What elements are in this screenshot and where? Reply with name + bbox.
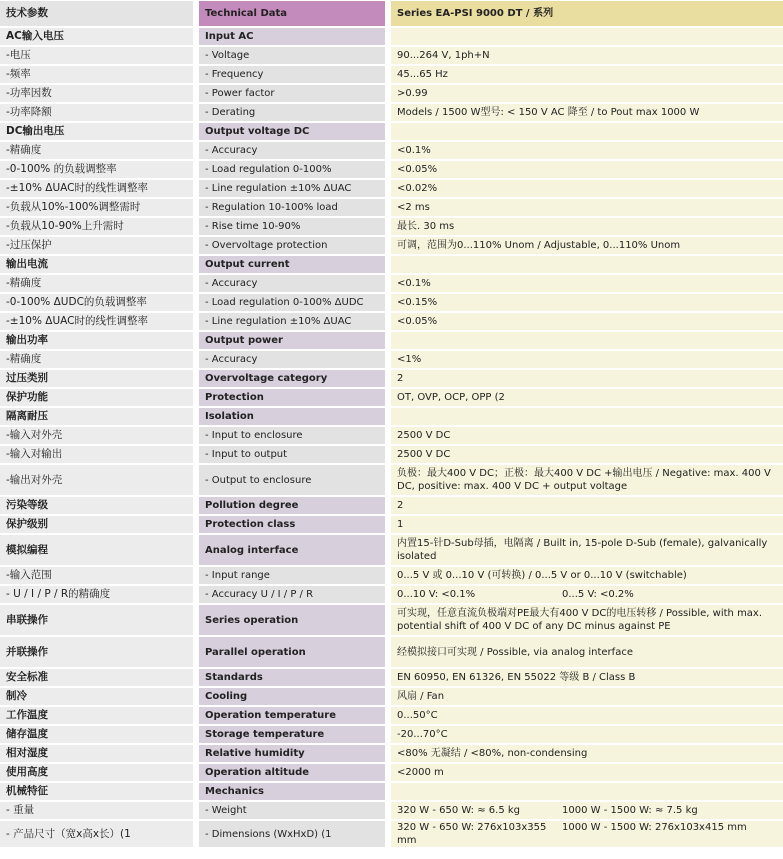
spec-row <box>0 123 783 140</box>
param-en: Overvoltage category <box>199 370 391 387</box>
value-left: 320 W - 650 W: 276x103x355 mm <box>397 822 547 846</box>
param-en: Protection class <box>199 516 391 533</box>
spec-row <box>0 637 783 667</box>
param-zh: 保护功能 <box>0 389 199 406</box>
param-en: - Derating <box>199 104 391 121</box>
spec-row <box>0 427 783 444</box>
spec-row <box>0 85 783 102</box>
param-value: 最长. 30 ms <box>391 218 783 235</box>
param-value: 可实现，任意直流负极端对PE最大有400 V DC的电压转移 / Possible, with max. potential shift of 400 V DC of any DC minus against PE <box>391 605 783 635</box>
param-zh: 机械特征 <box>0 783 199 800</box>
param-en: - Line regulation ±10% ΔUAC <box>199 313 391 330</box>
param-zh: -负载从10%-100%调整需时 <box>0 199 199 216</box>
param-zh: 并联操作 <box>0 637 199 667</box>
param-zh: -功率因数 <box>0 85 199 102</box>
param-en: Relative humidity <box>199 745 391 762</box>
param-en: Cooling <box>199 688 391 705</box>
spec-row <box>0 256 783 273</box>
spec-row <box>0 586 783 603</box>
spec-row <box>0 161 783 178</box>
param-zh: -0-100% ΔUDC的负载调整率 <box>0 294 199 311</box>
param-value <box>391 802 783 819</box>
param-zh: -精确度 <box>0 142 199 159</box>
param-value <box>391 783 783 800</box>
param-value: OT, OVP, OCP, OPP (2 <box>391 389 783 406</box>
spec-row <box>0 783 783 800</box>
spec-row <box>0 313 783 330</box>
spec-row <box>0 47 783 64</box>
param-en: - Accuracy <box>199 275 391 292</box>
param-value: 可调，范围为0...110% Unom / Adjustable, 0...110% Unom <box>391 237 783 254</box>
spec-row <box>0 104 783 121</box>
param-en: - Input to enclosure <box>199 427 391 444</box>
spec-row <box>0 199 783 216</box>
param-zh: 模拟编程 <box>0 535 199 565</box>
param-value: 1 <box>391 516 783 533</box>
spec-row <box>0 669 783 686</box>
param-en: Output current <box>199 256 391 273</box>
param-value: 2 <box>391 370 783 387</box>
param-value: <0.1% <box>391 275 783 292</box>
param-zh: -±10% ΔUAC时的线性调整率 <box>0 313 199 330</box>
param-value: -20...70°C <box>391 726 783 743</box>
param-en: Pollution degree <box>199 497 391 514</box>
spec-row <box>0 218 783 235</box>
param-zh: - U / I / P / R的精确度 <box>0 586 199 603</box>
spec-row <box>0 408 783 425</box>
param-en: Series operation <box>199 605 391 635</box>
param-value: <0.15% <box>391 294 783 311</box>
param-value: 90...264 V, 1ph+N <box>391 47 783 64</box>
spec-row <box>0 745 783 762</box>
param-value: <80% 无凝结 / <80%, non-condensing <box>391 745 783 762</box>
param-zh: -输出对外壳 <box>0 465 199 495</box>
spec-row <box>0 707 783 724</box>
param-en: - Output to enclosure <box>199 465 391 495</box>
param-value: >0.99 <box>391 85 783 102</box>
param-en: - Accuracy <box>199 142 391 159</box>
header-series: Series EA-PSI 9000 DT / 系列 <box>391 1 783 26</box>
header-row <box>0 1 783 26</box>
value-right: 1000 W - 1500 W: 276x103x415 mm <box>562 822 747 833</box>
param-zh: -负载从10-90%上升需时 <box>0 218 199 235</box>
param-zh: - 产品尺寸（宽x高x长）(1 <box>0 821 199 847</box>
param-en: - Dimensions (WxHxD) (1 <box>199 821 391 847</box>
param-zh: 安全标准 <box>0 669 199 686</box>
spec-row <box>0 688 783 705</box>
param-en: Operation temperature <box>199 707 391 724</box>
param-en: Mechanics <box>199 783 391 800</box>
param-en: - Overvoltage protection <box>199 237 391 254</box>
param-en: Analog interface <box>199 535 391 565</box>
param-zh: 过压类别 <box>0 370 199 387</box>
header-en: Technical Data <box>199 1 391 26</box>
param-en: - Weight <box>199 802 391 819</box>
param-value <box>391 28 783 45</box>
param-zh: -功率降额 <box>0 104 199 121</box>
param-value: 内置15-针D-Sub母插，电隔离 / Built in, 15-pole D-Sub (female), galvanically isolated <box>391 535 783 565</box>
param-zh: 串联操作 <box>0 605 199 635</box>
param-en: Isolation <box>199 408 391 425</box>
spec-row <box>0 294 783 311</box>
param-value: <0.1% <box>391 142 783 159</box>
param-zh: AC输入电压 <box>0 28 199 45</box>
value-left: 0...10 V: <0.1% <box>397 589 476 600</box>
spec-row <box>0 605 783 635</box>
param-value <box>391 332 783 349</box>
param-zh: -输入对外壳 <box>0 427 199 444</box>
param-value: <0.05% <box>391 313 783 330</box>
param-zh: -0-100% 的负载调整率 <box>0 161 199 178</box>
spec-row <box>0 66 783 83</box>
param-en: Operation altitude <box>199 764 391 781</box>
param-en: - Load regulation 0-100% ΔUDC <box>199 294 391 311</box>
param-en: Parallel operation <box>199 637 391 667</box>
param-value: 经模拟接口可实现 / Possible, via analog interface <box>391 637 783 667</box>
param-zh: -过压保护 <box>0 237 199 254</box>
param-zh: 储存温度 <box>0 726 199 743</box>
param-value: 2500 V DC <box>391 446 783 463</box>
spec-row <box>0 764 783 781</box>
param-value <box>391 586 783 603</box>
param-zh: -电压 <box>0 47 199 64</box>
param-value: 负极：最大400 V DC；正极：最大400 V DC +输出电压 / Negative: max. 400 V DC, positive: max. 400 V DC + output voltage <box>391 465 783 495</box>
spec-row <box>0 142 783 159</box>
spec-row <box>0 389 783 406</box>
param-en: Output power <box>199 332 391 349</box>
spec-row <box>0 275 783 292</box>
param-value: 0...50°C <box>391 707 783 724</box>
spec-row <box>0 446 783 463</box>
param-value: 风扇 / Fan <box>391 688 783 705</box>
param-value: <2000 m <box>391 764 783 781</box>
param-en: - Input to output <box>199 446 391 463</box>
param-zh: - 重量 <box>0 802 199 819</box>
param-zh: 保护级别 <box>0 516 199 533</box>
param-value: <0.05% <box>391 161 783 178</box>
spec-row <box>0 567 783 584</box>
param-zh: -频率 <box>0 66 199 83</box>
spec-row <box>0 465 783 495</box>
param-en: Standards <box>199 669 391 686</box>
param-zh: -输入范围 <box>0 567 199 584</box>
param-value: <1% <box>391 351 783 368</box>
spec-row <box>0 332 783 349</box>
param-value: Models / 1500 W型号: < 150 V AC 降至 / to Pout max 1000 W <box>391 104 783 121</box>
param-zh: -输入对输出 <box>0 446 199 463</box>
param-en: Input AC <box>199 28 391 45</box>
param-en: - Input range <box>199 567 391 584</box>
param-value: 2500 V DC <box>391 427 783 444</box>
param-en: Protection <box>199 389 391 406</box>
param-en: - Rise time 10-90% <box>199 218 391 235</box>
param-value: 2 <box>391 497 783 514</box>
param-value: <2 ms <box>391 199 783 216</box>
spec-row <box>0 370 783 387</box>
param-en: Output voltage DC <box>199 123 391 140</box>
param-en: - Load regulation 0-100% <box>199 161 391 178</box>
param-value <box>391 123 783 140</box>
header-zh: 技术参数 <box>0 1 199 26</box>
param-value: <0.02% <box>391 180 783 197</box>
param-value <box>391 256 783 273</box>
param-en: - Accuracy U / I / P / R <box>199 586 391 603</box>
value-right: 1000 W - 1500 W: ≈ 7.5 kg <box>562 805 698 816</box>
param-zh: -精确度 <box>0 275 199 292</box>
spec-row <box>0 516 783 533</box>
param-zh: 制冷 <box>0 688 199 705</box>
param-value: 45...65 Hz <box>391 66 783 83</box>
param-zh: 隔离耐压 <box>0 408 199 425</box>
param-zh: -精确度 <box>0 351 199 368</box>
param-zh: 相对湿度 <box>0 745 199 762</box>
param-value: EN 60950, EN 61326, EN 55022 等级 B / Class B <box>391 669 783 686</box>
param-zh: 污染等级 <box>0 497 199 514</box>
param-en: - Power factor <box>199 85 391 102</box>
value-right: 0...5 V: <0.2% <box>562 589 634 600</box>
value-left: 320 W - 650 W: ≈ 6.5 kg <box>397 805 521 816</box>
param-en: - Line regulation ±10% ΔUAC <box>199 180 391 197</box>
param-value: 0...5 V 或 0...10 V (可转换) / 0...5 V or 0...10 V (switchable) <box>391 567 783 584</box>
spec-row <box>0 802 783 819</box>
spec-row <box>0 726 783 743</box>
param-en: Storage temperature <box>199 726 391 743</box>
param-zh: 工作温度 <box>0 707 199 724</box>
spec-row <box>0 28 783 45</box>
param-value <box>391 408 783 425</box>
param-zh: 输出功率 <box>0 332 199 349</box>
param-en: - Accuracy <box>199 351 391 368</box>
param-zh: 输出电流 <box>0 256 199 273</box>
param-zh: 使用高度 <box>0 764 199 781</box>
spec-row <box>0 180 783 197</box>
spec-row <box>0 535 783 565</box>
param-zh: DC输出电压 <box>0 123 199 140</box>
spec-row <box>0 351 783 368</box>
spec-row <box>0 821 783 847</box>
spec-row <box>0 237 783 254</box>
param-value <box>391 821 783 847</box>
param-en: - Frequency <box>199 66 391 83</box>
param-zh: -±10% ΔUAC时的线性调整率 <box>0 180 199 197</box>
param-en: - Voltage <box>199 47 391 64</box>
spec-row <box>0 497 783 514</box>
param-en: - Regulation 10-100% load <box>199 199 391 216</box>
